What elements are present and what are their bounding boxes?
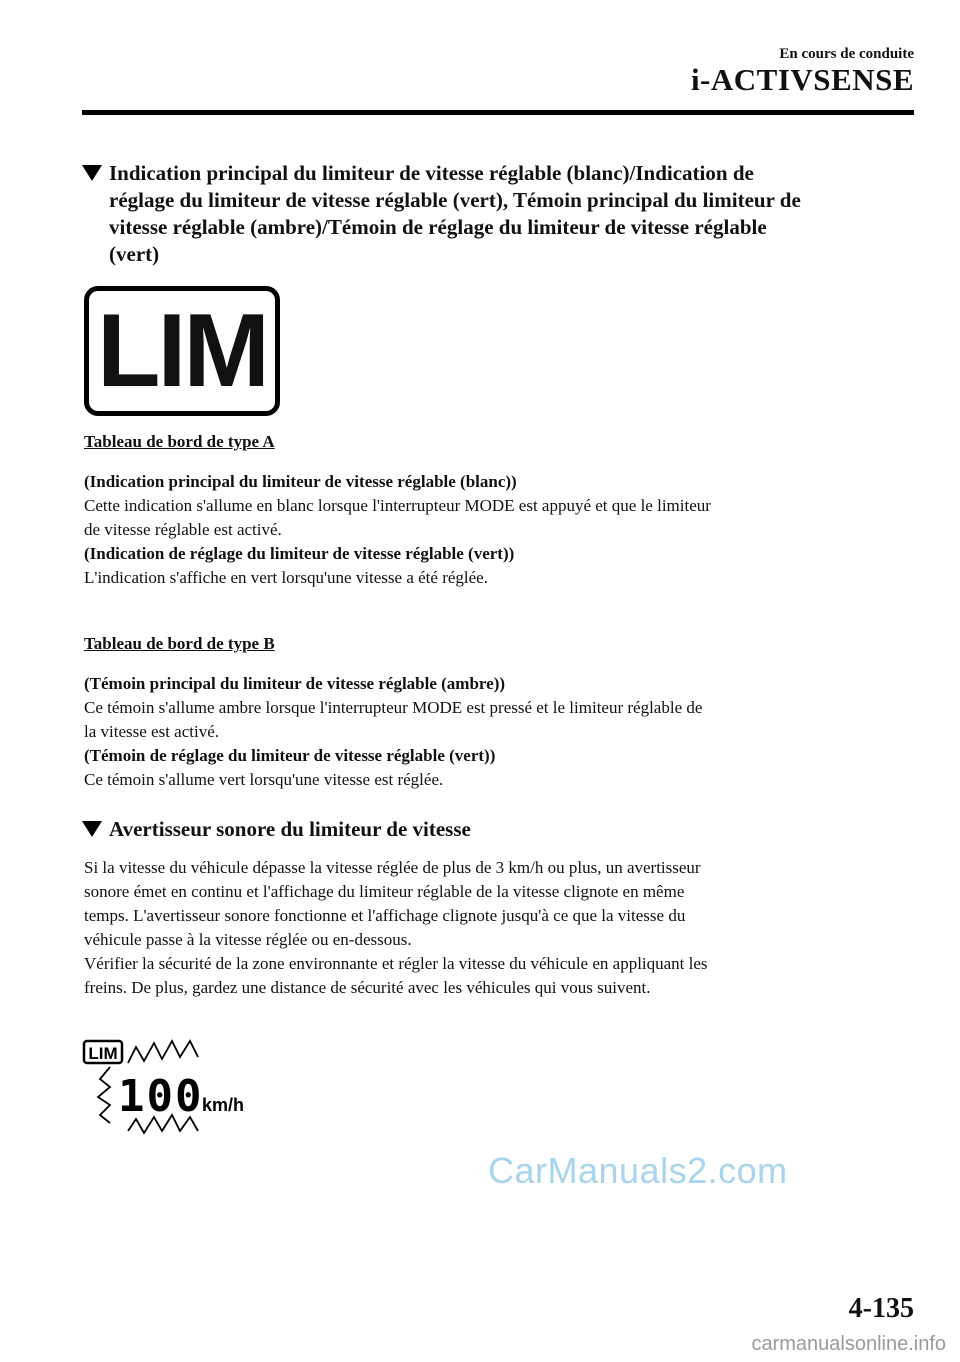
header-title: i-ACTIVSENSE [690,62,914,97]
header-rule [82,110,914,115]
type-a-block: (Indication principal du limiteur de vitesse réglable (blanc)) Cette indication s'allume en blanc lorsque l'interrupteur MODE est appuyé et que le limiteur de vitesse réglable est activé. (Indication de réglage du limiteur de vitesse réglable (vert)) L'indication s'affiche en vert lorsqu'une vitesse a été réglée. [84,470,924,590]
warning-sound-text: Si la vitesse du véhicule dépasse la vitesse réglée de plus de 3 km/h ou plus, un avertisseur sonore émet en continu et l'affichage du limiteur réglable de la vitesse clignote en même temps. L'avertisseur sonore fonctionne et l'affichage clignote jusqu'à ce que la vitesse du véhicule passe à la vitesse réglée ou en-dessous. Vérifier la sécurité de la zone environnante et régler la vitesse du véhicule en appliquant les freins. De plus, gardez une distance de sécurité avec les véhicules qui vous suivent. [84,858,708,997]
page-number: 4-135 [848,1293,914,1324]
type-a-p2-title: (Indication de réglage du limiteur de vitesse réglable (vert)) [84,544,515,563]
watermark-text: CarManuals2.com [488,1150,788,1191]
flash-lines-top-icon [128,1041,198,1063]
speed-value: 100 [118,1071,204,1122]
type-b-p1-title: (Témoin principal du limiteur de vitesse réglable (ambre)) [84,674,506,693]
section-heading-indication: Indication principal du limiteur de vitesse réglable (blanc)/Indication de réglage du limiteur de vitesse réglable (vert), Témoin principal du limiteur de vitesse réglable (ambre)/Témoin de réglage du limiteur de vitesse réglable (vert) [82,160,922,268]
type-a-title: Tableau de bord de type A [84,432,275,451]
footer-watermark: carmanualsonline.info [751,1333,946,1355]
lim-small-label: LIM [88,1044,118,1063]
header-section-name: En cours de conduite [779,46,914,62]
lim-icon-label: LIM [96,293,268,409]
type-b-title: Tableau de bord de type B [84,634,275,653]
triangle-bullet-icon [82,165,102,181]
type-b-p2-title: (Témoin de réglage du limiteur de vitesse réglable (vert)) [84,746,496,765]
flash-lines-left-icon [98,1067,110,1123]
flashing-speed-display-illustration [80,1035,270,1145]
type-a-p1-title: (Indication principal du limiteur de vitesse réglable (blanc)) [84,472,517,491]
speed-unit: km/h [202,1095,245,1115]
triangle-bullet-icon [82,821,102,837]
lim-indicator-icon [84,286,280,416]
type-b-block: (Témoin principal du limiteur de vitesse réglable (ambre)) Ce témoin s'allume ambre lorsque l'interrupteur MODE est pressé et le limiteur réglable de la vitesse est activé. (Témoin de réglage du limiteur de vitesse réglable (vert)) Ce témoin s'allume vert lorsqu'une vitesse est réglée. [84,672,924,792]
section-heading-warning-sound: Avertisseur sonore du limiteur de vitesse [82,816,922,843]
